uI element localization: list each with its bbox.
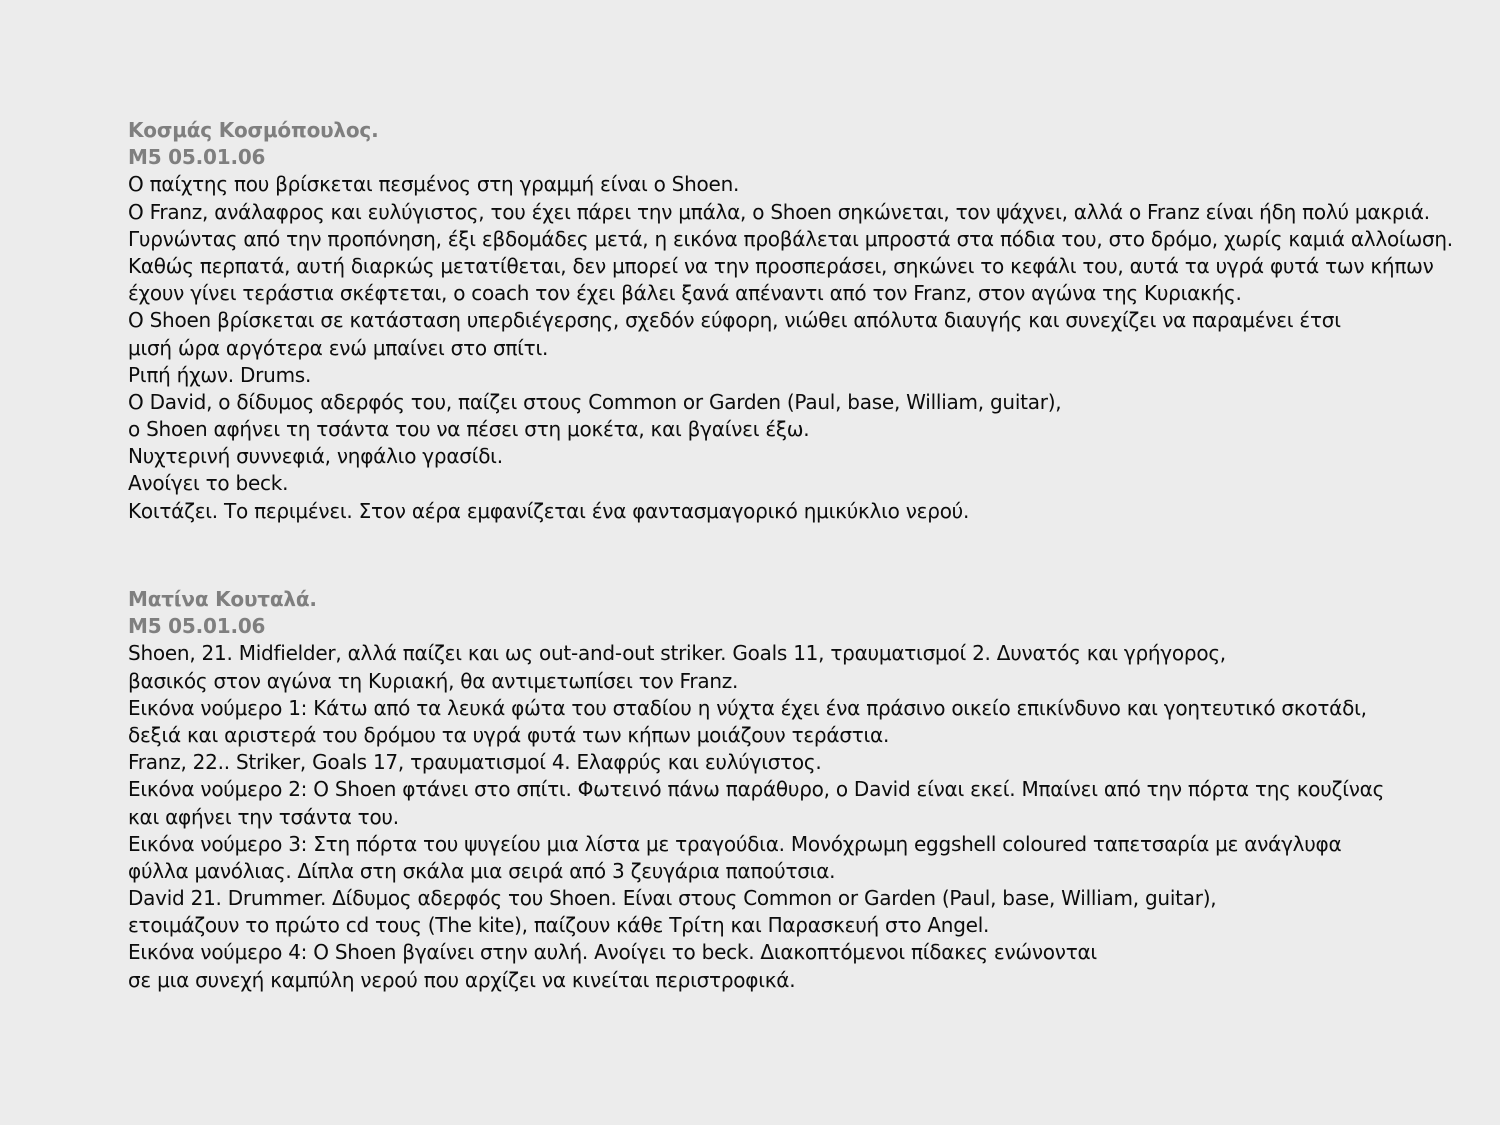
text-line: Καθώς περπατά, αυτή διαρκώς μετατίθεται, δεν μπορεί να την προσπεράσει, σηκώνει το κεφάλι του, αυτά τα υγρά φυτά των κήπων — [128, 253, 1434, 278]
text-line: Κοιτάζει. Το περιμένει. Στον αέρα εμφανίζεται ένα φαντασμαγορικό ημικύκλιο νερού. — [128, 498, 970, 523]
text-line: David 21. Drummer. Δίδυμος αδερφός του Shoen. Είναι στους Common or Garden (Paul, base, William, guitar), — [128, 886, 1217, 911]
author-name: Κοσμάς Κοσμόπουλος. — [128, 118, 379, 142]
text-line: Shoen, 21. Midfielder, αλλά παίζει και ως out-and-out striker. Goals 11, τραυματισμοί 2. Δυνατός και γρήγορος, — [128, 641, 1226, 666]
text-line: έχουν γίνει τεράστια σκέφτεται, ο coach τον έχει βάλει ξανά απέναντι από τον Franz, στον αγώνα της Κυριακής. — [128, 281, 1242, 306]
text-line: ο Shoen αφήνει τη τσάντα του να πέσει στη μοκέτα, και βγαίνει έξω. — [128, 417, 810, 442]
text-line: Ο David, ο δίδυμος αδερφός του, παίζει στους Common or Garden (Paul, base, William, guitar), — [128, 389, 1062, 414]
entry-date: Μ5 05.01.06 — [128, 145, 266, 170]
text-line: δεξιά και αριστερά του δρόμου τα υγρά φυτά των κήπων μοιάζουν τεράστια. — [128, 722, 890, 747]
text-line: Γυρνώντας από την προπόνηση, έξι εβδομάδες μετά, η εικόνα προβάλεται μπροστά στα πόδια του, στο δρόμο, χωρίς καμιά αλλοίωση. — [128, 226, 1453, 251]
text-line: Ο Shoen βρίσκεται σε κατάσταση υπερδιέγερσης, σχεδόν εύφορη, νιώθει απόλυτα διαυγής και συνεχίζει να παραμένει έτσι — [128, 308, 1341, 333]
text-line: φύλλα μανόλιας. Δίπλα στη σκάλα μια σειρά από 3 ζευγάρια παπούτσια. — [128, 858, 836, 883]
text-line: Εικόνα νούμερο 2: Ο Shoen φτάνει στο σπίτι. Φωτεινό πάνω παράθυρο, ο David είναι εκεί. Μπαίνει από την πόρτα της κουζίνας — [128, 777, 1385, 802]
text-line: Εικόνα νούμερο 4: Ο Shoen βγαίνει στην αυλή. Ανοίγει το beck. Διακοπτόμενοι πίδακες ενώνονται — [128, 940, 1097, 965]
text-line: βασικός στον αγώνα τη Κυριακή, θα αντιμετωπίσει τον Franz. — [128, 668, 739, 693]
text-line: Ο παίχτης που βρίσκεται πεσμένος στη γραμμή είναι ο Shoen. — [128, 172, 740, 197]
text-line: Ο Franz, ανάλαφρος και ευλύγιστος, του έχει πάρει την μπάλα, ο Shoen σηκώνεται, τον ψάχνει, αλλά ο Franz είναι ήδη πολύ μακριά. — [128, 199, 1430, 224]
text-line: Νυχτερινή συννεφιά, νηφάλιο γρασίδι. — [128, 444, 503, 469]
entry-date: Μ5 05.01.06 — [128, 614, 266, 639]
entry-kosmopoulos — [128, 117, 1488, 525]
text-line: σε μια συνεχή καμπύλη νερού που αρχίζει να κινείται περιστροφικά. — [128, 967, 796, 992]
text-line: Εικόνα νούμερο 1: Κάτω από τα λευκά φώτα του σταδίου η νύχτα έχει ένα πράσινο οικείο επικίνδυνο και γοητευτικό σκοτάδι, — [128, 695, 1367, 720]
text-line: ετοιμάζουν το πρώτο cd τους (The kite), παίζουν κάθε Τρίτη και Παρασκευή στο Angel. — [128, 913, 990, 938]
text-line: Εικόνα νούμερο 3: Στη πόρτα του ψυγείου μια λίστα με τραγούδια. Μονόχρωμη eggshell coloured ταπετσαρία με ανάγλυφα — [128, 831, 1342, 856]
author-name: Ματίνα Κουταλά. — [128, 587, 317, 611]
entry-koutala — [128, 586, 1488, 994]
text-line: και αφήνει την τσάντα του. — [128, 804, 399, 829]
text-line: Ανοίγει το beck. — [128, 471, 289, 496]
text-line: Ριπή ήχων. Drums. — [128, 362, 312, 387]
text-line: μισή ώρα αργότερα ενώ μπαίνει στο σπίτι. — [128, 335, 549, 360]
text-line: Franz, 22.. Striker, Goals 17, τραυματισμοί 4. Ελαφρύς και ευλύγιστος. — [128, 750, 822, 775]
